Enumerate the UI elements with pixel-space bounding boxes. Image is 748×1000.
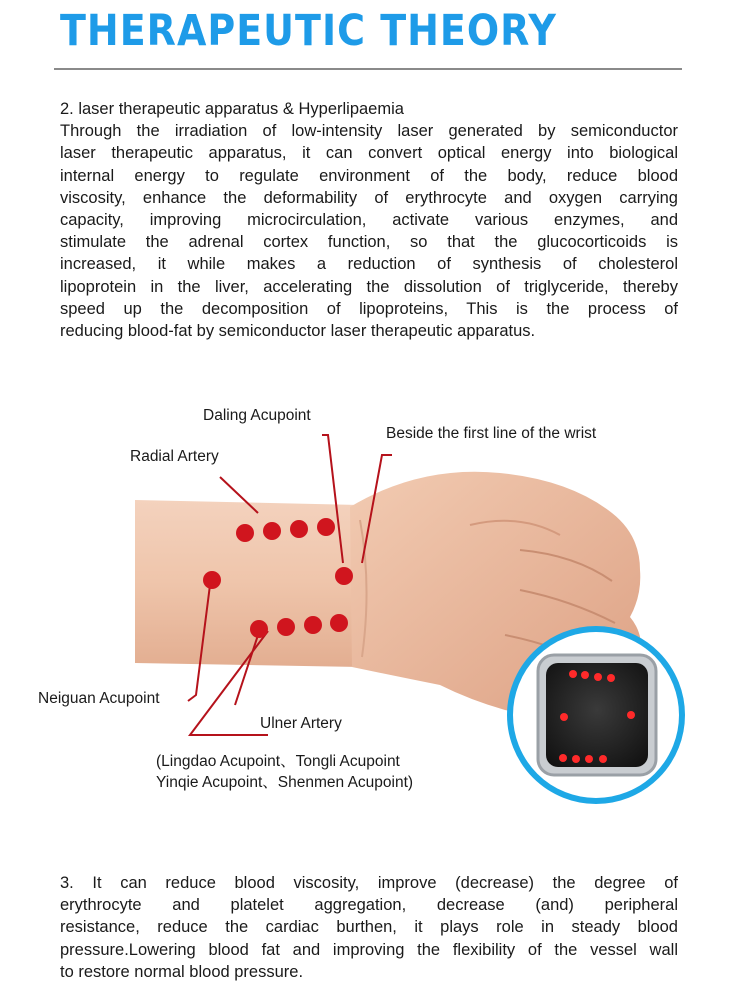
acupoint-dot (250, 620, 268, 638)
section-2-line: internal energy to regulate environment of the body, reduce blood (60, 166, 678, 185)
section-2-line: stimulate the adrenal cortex function, so that the glucocorticoids is (60, 233, 678, 252)
section-2-line: increased, it while makes a reduction of synthesis of cholesterol (60, 255, 678, 274)
page-title: THERAPEUTIC THEORY (60, 6, 557, 56)
acupoint-dot (236, 524, 254, 542)
section-2-line: Through the irradiation of low-intensity laser generated by semiconductor (60, 122, 678, 141)
neiguan-acupoint-label: Neiguan Acupoint (38, 690, 160, 707)
wrist-illustration (0, 385, 748, 805)
acupoints-list-line-2: Yinqie Acupoint、Shenmen Acupoint) (156, 774, 414, 791)
acupoint-dot (277, 618, 295, 636)
radial-artery-label: Radial Artery (130, 448, 219, 465)
acupoint-dot (263, 522, 281, 540)
wrist-line-label: Beside the first line of the wrist (386, 425, 597, 442)
ulner-artery-label: Ulner Artery (260, 715, 342, 732)
acupoint-dot (317, 518, 335, 536)
section-2-line: capacity, improving microcirculation, activate various enzymes, and (60, 211, 678, 230)
acupoint-dot (335, 567, 353, 585)
section-2-line: viscosity, enhance the deformability of erythrocyte and oxygen carrying (60, 188, 678, 207)
title-divider (54, 68, 682, 70)
acupoint-dot (203, 571, 221, 589)
section-3-line: resistance, reduce the cardiac burthen, it plays role in steady blood (60, 918, 678, 937)
section-2-line: speed up the decomposition of lipoproteins, This is the process of (60, 299, 678, 318)
section-2-line: laser therapeutic apparatus, it can convert optical energy into biological (60, 144, 678, 163)
daling-acupoint-label: Daling Acupoint (203, 407, 311, 424)
laser-device-inset (510, 629, 682, 801)
section-3-text (60, 872, 678, 983)
section-3-line: 3. It can reduce blood viscosity, improve (decrease) the degree of (60, 874, 678, 892)
section-3-line: to restore normal blood pressure. (60, 962, 304, 981)
section-2-text (60, 98, 678, 342)
section-2-line: reducing blood-fat by semiconductor laser therapeutic apparatus. (60, 322, 536, 341)
acupoints-list-line-1: (Lingdao Acupoint、Tongli Acupoint (156, 753, 400, 770)
acupoint-dot (330, 614, 348, 632)
section-3-line: erythrocyte and platelet aggregation, decrease (and) peripheral (60, 896, 678, 915)
acupoint-dot (304, 616, 322, 634)
section-2-line: lipoprotein in the liver, accelerating the dissolution of triglyceride, thereby (60, 277, 678, 296)
section-3-line: pressure.Lowering blood fat and improving the flexibility of the vessel wall (60, 940, 678, 959)
section-2-heading: 2. laser therapeutic apparatus & Hyperlipaemia (60, 100, 404, 118)
acupoint-dot (290, 520, 308, 538)
wrist-acupoint-figure (0, 385, 748, 805)
